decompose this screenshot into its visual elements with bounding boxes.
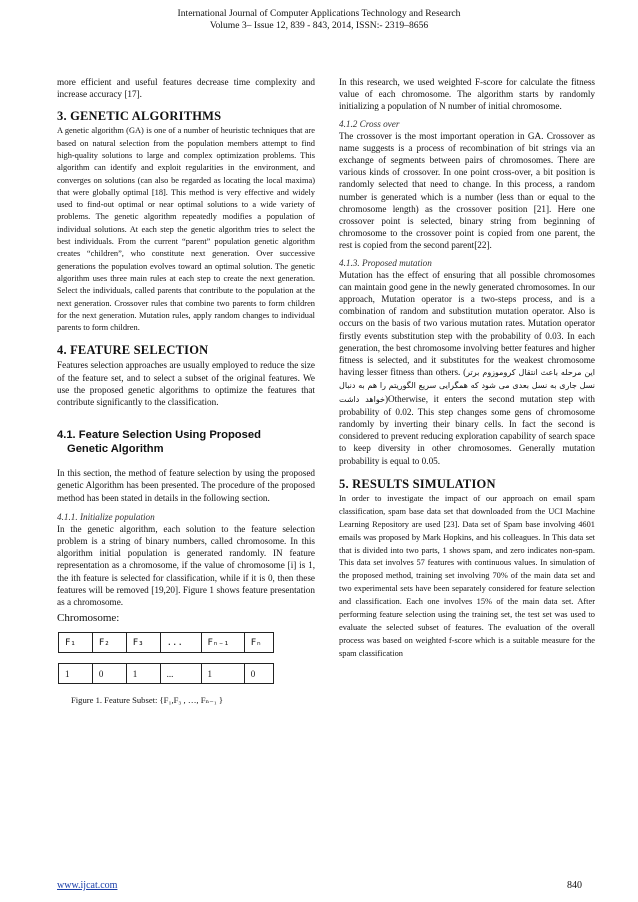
section-4-1-1-body: In the genetic algorithm, each solution to the feature selection problem is a string of binary numbers, called chromosome. In this algorithm initial population is generated randomly. IN feature representation as a chromosome, if the value of chromosome [i] is 1, the ith feature is selected for classification, while if it is 0, then these features will be removed [19,20]. Figure 1 shows feature presentation as a chromosome. [57,523,315,608]
feature-cell: F₁ [59,633,93,653]
feature-cell: Fₙ₋₁ [201,633,244,653]
page-number: 840 [567,880,582,891]
section-4-heading: 4. FEATURE SELECTION [57,343,209,358]
section-3-heading: 3. GENETIC ALGORITHMS [57,109,222,124]
persian-note: این مرحله باعث انتقال کروموزوم برتر نسل جاری به نسل بعدی می شود که همگرایی سریع الگوریتم را هم به دنبال خواهد داشت [339,368,595,404]
section-4-1-2-heading: 4.1.2 Cross over [339,118,400,129]
chromosome-label: Chromosome: [57,612,120,625]
section-3-body: A genetic algorithm (GA) is one of a number of heuristic techniques that are based on natural selection from the population members attempt to find high-quality solutions to large and complex optimization problems. This algorithm can identify and exploit regularities in the environment, and converges on solutions (can also be regarded as locating the local maxima) that were globally optimal [18]. This method is very effective and widely used to find-out optimal or near optimal solutions to a wide variety of problems. The genetic algorithm repeatedly modifies a population of individual solutions. At each step the genetic algorithm tries to select the best individuals. From the current “parent” population genetic algorithm creates “children”, who constitute next generation. Over successive generations the population evolves toward an optimal solution. The genetic algorithm uses three main rules at each step to create the next generation. Select the individuals, called parents that contribute to the population at the next generation. Crossover rules that combine two parents to form children for the next generation. Mutation rules, apply random changes to individual parents to form children. [57,126,315,333]
section-4-1-2-body: The crossover is the most important operation in GA. Crossover as name suggests is a process of recombination of bit strings via an exchange of segments between pairs of chromosomes. There are various kinds of crossover. In one point cross-over, a bit position is randomly selected that need to change. In this process, a random number is generated which is a number (less than or equal to the chromosome length) as the crossover position [21]. Here one crossover point is selected, binary string from beginning of chromosome to the crossover point is copied from one parent, the rest is copied from the second parent[22]. [339,130,595,251]
bit-cell: 1 [126,664,160,684]
bit-cell: 1 [59,664,93,684]
mutation-text-b: )Otherwise, it enters the second mutation step with probability of 0.02. This step changes some gens of chromosome randomly by inverting their binary cells. In fact the second is considered to prevent reducing exploration capability of search space to keep diversity in other chromosomes. Generally mutation probability is equal to 0.05. [339,393,595,466]
feature-cell: F₂ [92,633,126,653]
section-4-1-3-heading: 4.1.3. Proposed mutation [339,257,432,268]
section-4-1-body: In this section, the method of feature selection by using the proposed genetic Algorithm has been presented. The procedure of the proposed method has been stated in details in the following section. [57,468,315,503]
section-4-1-3-body [339,269,595,467]
section-4-1-heading-line2: Genetic Algorithm [67,443,164,456]
right-column [339,76,595,661]
feature-cell: Fₙ [244,633,273,653]
section-5-heading: 5. RESULTS SIMULATION [339,476,496,491]
section-5-body: In order to investigate the impact of our approach on email spam classification, spam base data set that downloaded from the UCI Machine Learning Repository are used [23]. Data set of Spam base involving 4601 emails was proposed by Mark Hopkins, and his colleagues. In This data set that is divided into two parts, 1 shows spam, and zero indicates non-spam. This data set involves 57 features with continuous values. In simulation of the proposed method, training set involving 70% of the main data set and two experimental sets have been separately considered for feature selection and classification. Each one involves 15% of the main data set. After performing feature selection using the training set, the test set was used to evaluate the selected subset of features. The evaluation of the overall process was based on weighted f-score which is a suitable measure for the spam classification [339,493,595,658]
section-4-1-1-heading: 4.1.1. Initialize population [57,511,155,522]
bit-cell: 1 [201,664,244,684]
journal-title: International Journal of Computer Applications Technology and Research [177,8,461,19]
intro-paragraph: more efficient and useful features decrease time complexity and increase accuracy [17]. [57,77,315,100]
feature-cell: F₃ [126,633,160,653]
journal-volume: Volume 3– Issue 12, 839 - 843, 2014, ISSN:- 2319–8656 [209,20,429,31]
page-header [0,8,638,32]
fitness-paragraph: In this research, we used weighted F-score for calculate the fitness value of each chromosome. The algorithm starts by randomly initializing a population of N number of initial chromosome. [339,77,595,112]
journal-website-link[interactable]: www.ijcat.com [57,880,118,891]
section-4-1-heading-line1: 4.1. Feature Selection Using Proposed [57,429,261,442]
left-column [57,76,315,706]
bit-cell: 0 [92,664,126,684]
bit-table [58,663,274,684]
mutation-text-a: Mutation has the effect of ensuring that all possible chromosomes can maintain good gene in the newly generated chromosomes. In our approach, Mutation operator is a two-steps process, and is a combination of random and substitution mutation operator. Also is occurs on the basis of two various mutation rates. Mutation operator firstly events substitution step with the probability of 0.03. In each generation, the best chromosome involving better features and higher fitness is selected, and it substitutes for the weakest chromosome having lesser fitness than others. ( [339,269,595,378]
bit-cell: ... [160,664,201,684]
figure-1-caption: Figure 1. Feature Subset: {F₁,F₃ , …, Fₙ₋₁ } [71,695,224,706]
feature-table [58,632,274,653]
bit-cell: 0 [244,664,273,684]
feature-cell: ... [160,633,201,653]
section-4-body: Features selection approaches are usually employed to reduce the size of the feature set, and to select a subset of the original features. We use the proposed genetic algorithms to optimize the features that contribute significantly to the classification. [57,360,315,408]
